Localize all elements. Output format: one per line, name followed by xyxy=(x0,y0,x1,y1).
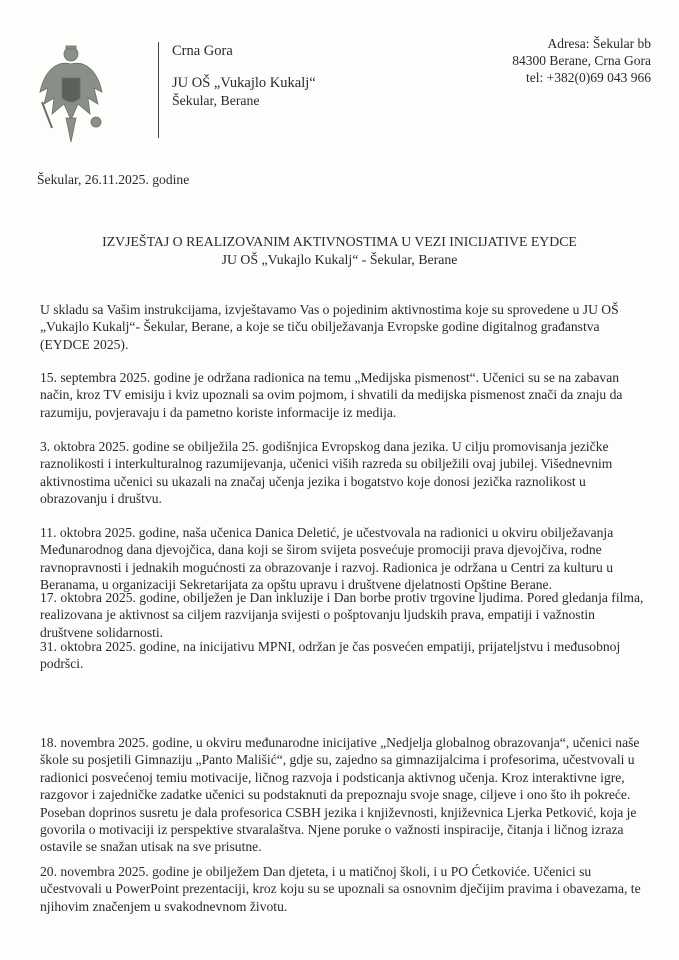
paragraph-line: realizovana je aktivnost sa ciljem razvijanja svijesti o pošptovanju ljudskih prava, empatiji i važnostin xyxy=(40,607,595,623)
date-line: Šekular, 26.11.2025. godine xyxy=(37,172,190,187)
paragraph-line: ostavile se snažan utisak na sve prisutne. xyxy=(40,839,262,855)
paragraph-line: učestvovali u PowerPoint prezentaciji, kroz koju su se upoznali sa osnovnim dječijim pravima i obavezama, te xyxy=(40,881,641,897)
address-block xyxy=(512,35,651,86)
body-paragraph xyxy=(40,863,641,915)
phone-line: tel: +382(0)69 043 966 xyxy=(526,70,651,85)
paragraph-line: način, kroz TV emisiju i kviz upoznali sa ovim pojmom, i shvatili da medijska pismenost znači da znaju da xyxy=(40,387,623,403)
body-paragraph xyxy=(40,734,639,856)
paragraph-line: 31. oktobra 2025. godine, na inicijativu MPNI, održan je čas posvećen empatiji, prijateljstvu i međusobnoj xyxy=(40,639,621,654)
paragraph-line: radionici posvećenoj temiu motivacije, ličnog razvoja i podsticanja aktivnog učenja. Kroz interaktivne igre, xyxy=(40,769,625,785)
header-divider xyxy=(158,42,159,138)
address-line: Adresa: Šekular bb xyxy=(547,36,651,51)
paragraph-line: razgovor i zajedničke zadatke učenici su podstaknuti da prepoznaju svoje snage, ciljeve i ono što ih pokreće. xyxy=(40,787,631,803)
paragraph-line: (EYDCE 2025). xyxy=(40,336,129,352)
paragraph-line: govorila o motivaciji iz perspektive stvaralaštva. Njene poruke o važnosti inspiracije, čitanja i ličnog izraza xyxy=(40,822,624,838)
paragraph-line: 15. septembra 2025. godine je održana radionica na temu „Medijska pismenost“. Učenici su se na zabavan xyxy=(40,370,620,385)
paragraph-line: obrazovanju i društvu. xyxy=(40,491,162,507)
paragraph-line: njihovim značenjem u svakodnevnom životu. xyxy=(40,898,288,914)
paragraph-line: U skladu sa Vašim instrukcijama, izvještavamo Vas o pojedinim aktivnostima koje su sprovedene u JU OŠ xyxy=(40,302,619,317)
body-paragraph xyxy=(40,638,620,673)
paragraph-line: 20. novembra 2025. godine je obilježem Dan djeteta, i u matičnoj školi, i u PO Ćetkoviće. Učenici su xyxy=(40,864,592,879)
paragraph-line: 18. novembra 2025. godine, u okviru međunarodne inicijative „Nedjelja globalnog obrazovanja“, učenici naše xyxy=(40,735,640,750)
body-paragraph xyxy=(40,589,643,641)
paragraph-line: Beranama, u organizaciji Sekretarijata za opštu upravu i društvene djelatnosti Opštine Berane. xyxy=(40,577,552,593)
paragraph-line: „Vukajlo Kukalj“- Šekular, Berane, a koje se tiču obilježavanja Evropske godine digitalnog građanstva xyxy=(40,319,600,335)
address-line: 84300 Berane, Crna Gora xyxy=(512,53,651,68)
school-place: Šekular, Berane xyxy=(172,93,260,108)
country-name: Crna Gora xyxy=(172,43,233,59)
paragraph-line: 11. oktobra 2025. godine, naša učenica Danica Deletić, je učestvovala na radionici u okviru obilježavanja xyxy=(40,525,614,540)
paragraph-line: Međunarodnog dana djevojčica, dana koji se širom svijeta posvećuje promociji prava djevojčiva, rodne xyxy=(40,542,602,558)
paragraph-line: društvene solidarnosti. xyxy=(40,624,164,640)
document-title xyxy=(0,233,679,269)
body-paragraph xyxy=(40,369,622,421)
paragraph-line: raznolikosti i interkulturalnog razumijevanja, učenici viših razreda su obilježili ovaj jubilej. Višednevnim xyxy=(40,456,613,472)
paragraph-line: aktivnostima učenici su ukazali na značaj učenja jezika i bogatstvo koje donosi jezička raznolikost u xyxy=(40,473,586,489)
paragraph-line: 3. oktobra 2025. godine se obilježila 25. godišnjica Evropskog dana jezika. U cilju promovisanja jezičke xyxy=(40,439,609,454)
subtitle-line: JU OŠ „Vukajlo Kukalj“ - Šekular, Berane xyxy=(221,252,458,267)
paragraph-line: 17. oktobra 2025. godine, obilježen je Dan inkluzije i Dan borbe protiv trgovine ljudima. Pored gledanja filma, xyxy=(40,590,644,605)
paragraph-line: razumiju, povjeravaju i da pametno koriste informacije iz medija. xyxy=(40,404,397,420)
body-paragraph xyxy=(40,438,612,508)
montenegro-coat-of-arms-icon xyxy=(36,42,106,146)
body-paragraph xyxy=(40,301,619,353)
paragraph-line: Poseban doprinos susretu je dala profesorica CSBH jezika i književnosti, književnica Ljerka Petković, koja je xyxy=(40,804,637,820)
paragraph-line: škole su posjetili Gimnaziju „Panto Mališić“, gdje su, zajedno sa gimnazijalcima i profesorima, učestvovali u xyxy=(40,752,635,768)
paragraph-line: podršci. xyxy=(40,656,84,672)
school-name: JU OŠ „Vukajlo Kukalj“ xyxy=(172,75,316,91)
body-paragraph xyxy=(40,524,613,594)
title-line: IZVJEŠTAJ O REALIZOVANIM AKTIVNOSTIMA U VEZI INICIJATIVE EYDCE xyxy=(102,234,577,249)
paragraph-line: ravnopravnosti i jednakih mogućnosti za obrazovanje i razvoj. Radionica je održana u Centri za kulturu u xyxy=(40,559,614,575)
